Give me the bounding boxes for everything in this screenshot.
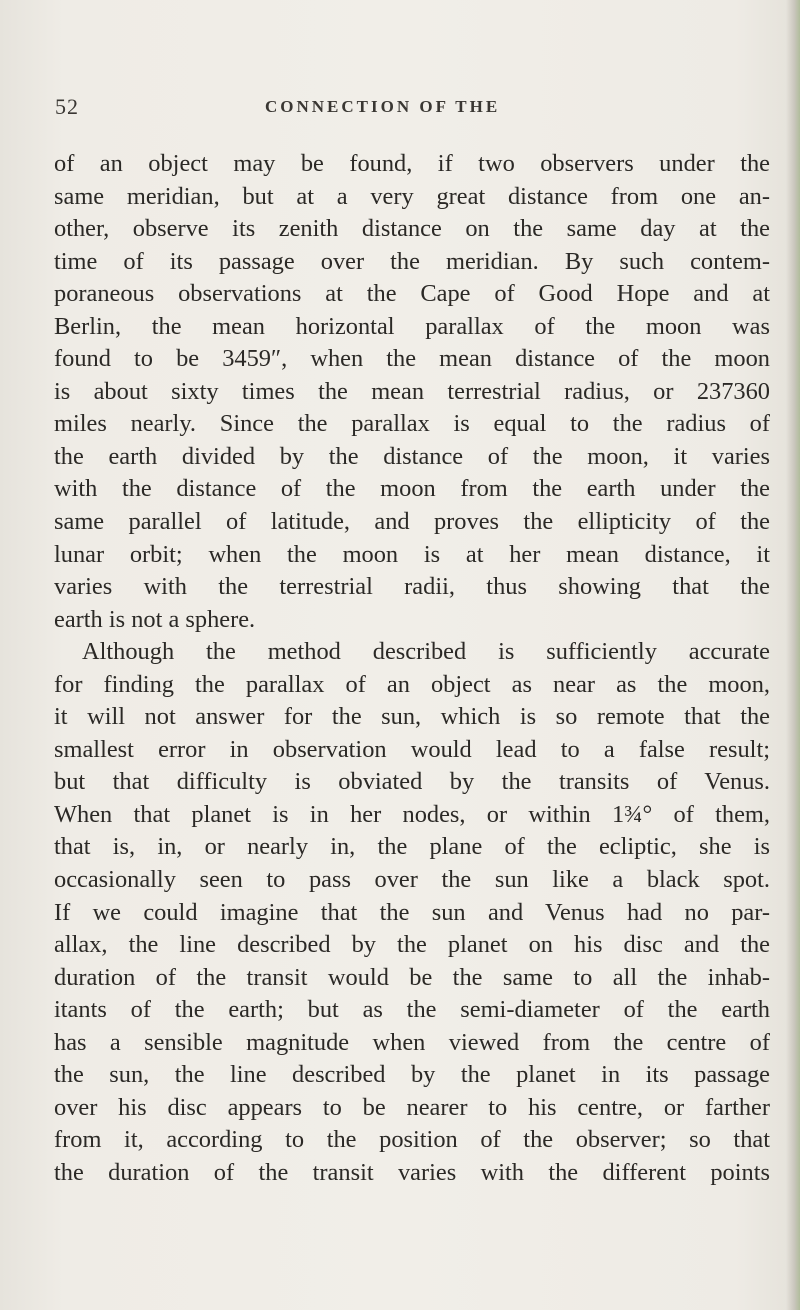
text-line: smallest error in observation would lead to a false result; [54, 735, 770, 763]
running-head [55, 94, 775, 124]
page-edge-shadow [786, 0, 800, 1310]
text-line: lunar orbit; when the moon is at her mean distance, it [54, 540, 770, 568]
text-line: duration of the transit would be the same to all the inhab- [54, 963, 770, 991]
text-line: varies with the terrestrial radii, thus showing that the [54, 573, 770, 601]
text-line: same meridian, but at a very great distance from one an- [54, 182, 770, 210]
text-line: has a sensible magnitude when viewed from the centre of [54, 1028, 770, 1056]
text-line: found to be 3459″, when the mean distance of the moon [54, 345, 770, 373]
text-line: miles nearly. Since the parallax is equal to the radius of [54, 410, 770, 438]
text-line: itants of the earth; but as the semi-diameter of the earth [54, 996, 770, 1024]
text-line: is about sixty times the mean terrestrial radius, or 237360 [54, 377, 770, 405]
running-head-title: CONNECTION OF THE [265, 97, 501, 116]
text-line: that is, in, or nearly in, the plane of the ecliptic, she is [54, 833, 770, 861]
text-line: but that difficulty is obviated by the transits of Venus. [54, 768, 770, 796]
body-text [54, 148, 770, 1190]
page-number: 52 [55, 94, 79, 119]
text-line: for finding the parallax of an object as near as the moon, [54, 670, 770, 698]
text-line-paragraph-end: earth is not a sphere. [54, 605, 256, 633]
text-line: other, observe its zenith distance on the same day at the [54, 215, 770, 243]
text-line-paragraph-start: Although the method described is sufficiently accurate [82, 638, 770, 666]
text-line: occasionally seen to pass over the sun like a black spot. [54, 866, 770, 894]
text-line: time of its passage over the meridian. By such contem- [54, 247, 770, 275]
text-line: the earth divided by the distance of the moon, it varies [54, 442, 770, 470]
text-line: the sun, the line described by the planet in its passage [54, 1061, 770, 1089]
text-line: with the distance of the moon from the earth under the [54, 475, 770, 503]
text-line: of an object may be found, if two observers under the [54, 150, 770, 177]
text-line: it will not answer for the sun, which is so remote that the [54, 703, 770, 731]
text-line: If we could imagine that the sun and Venus had no par- [54, 898, 770, 926]
text-line: When that planet is in her nodes, or within 1¾° of them, [54, 800, 770, 828]
text-line: Berlin, the mean horizontal parallax of the moon was [54, 312, 770, 340]
text-line: poraneous observations at the Cape of Good Hope and at [54, 280, 770, 308]
text-line: allax, the line described by the planet on his disc and the [54, 931, 770, 959]
text-line: same parallel of latitude, and proves the ellipticity of the [54, 508, 770, 536]
text-line: over his disc appears to be nearer to his centre, or farther [54, 1093, 770, 1121]
text-line: the duration of the transit varies with the different points [54, 1158, 770, 1186]
text-line: from it, according to the position of the observer; so that [54, 1126, 770, 1154]
